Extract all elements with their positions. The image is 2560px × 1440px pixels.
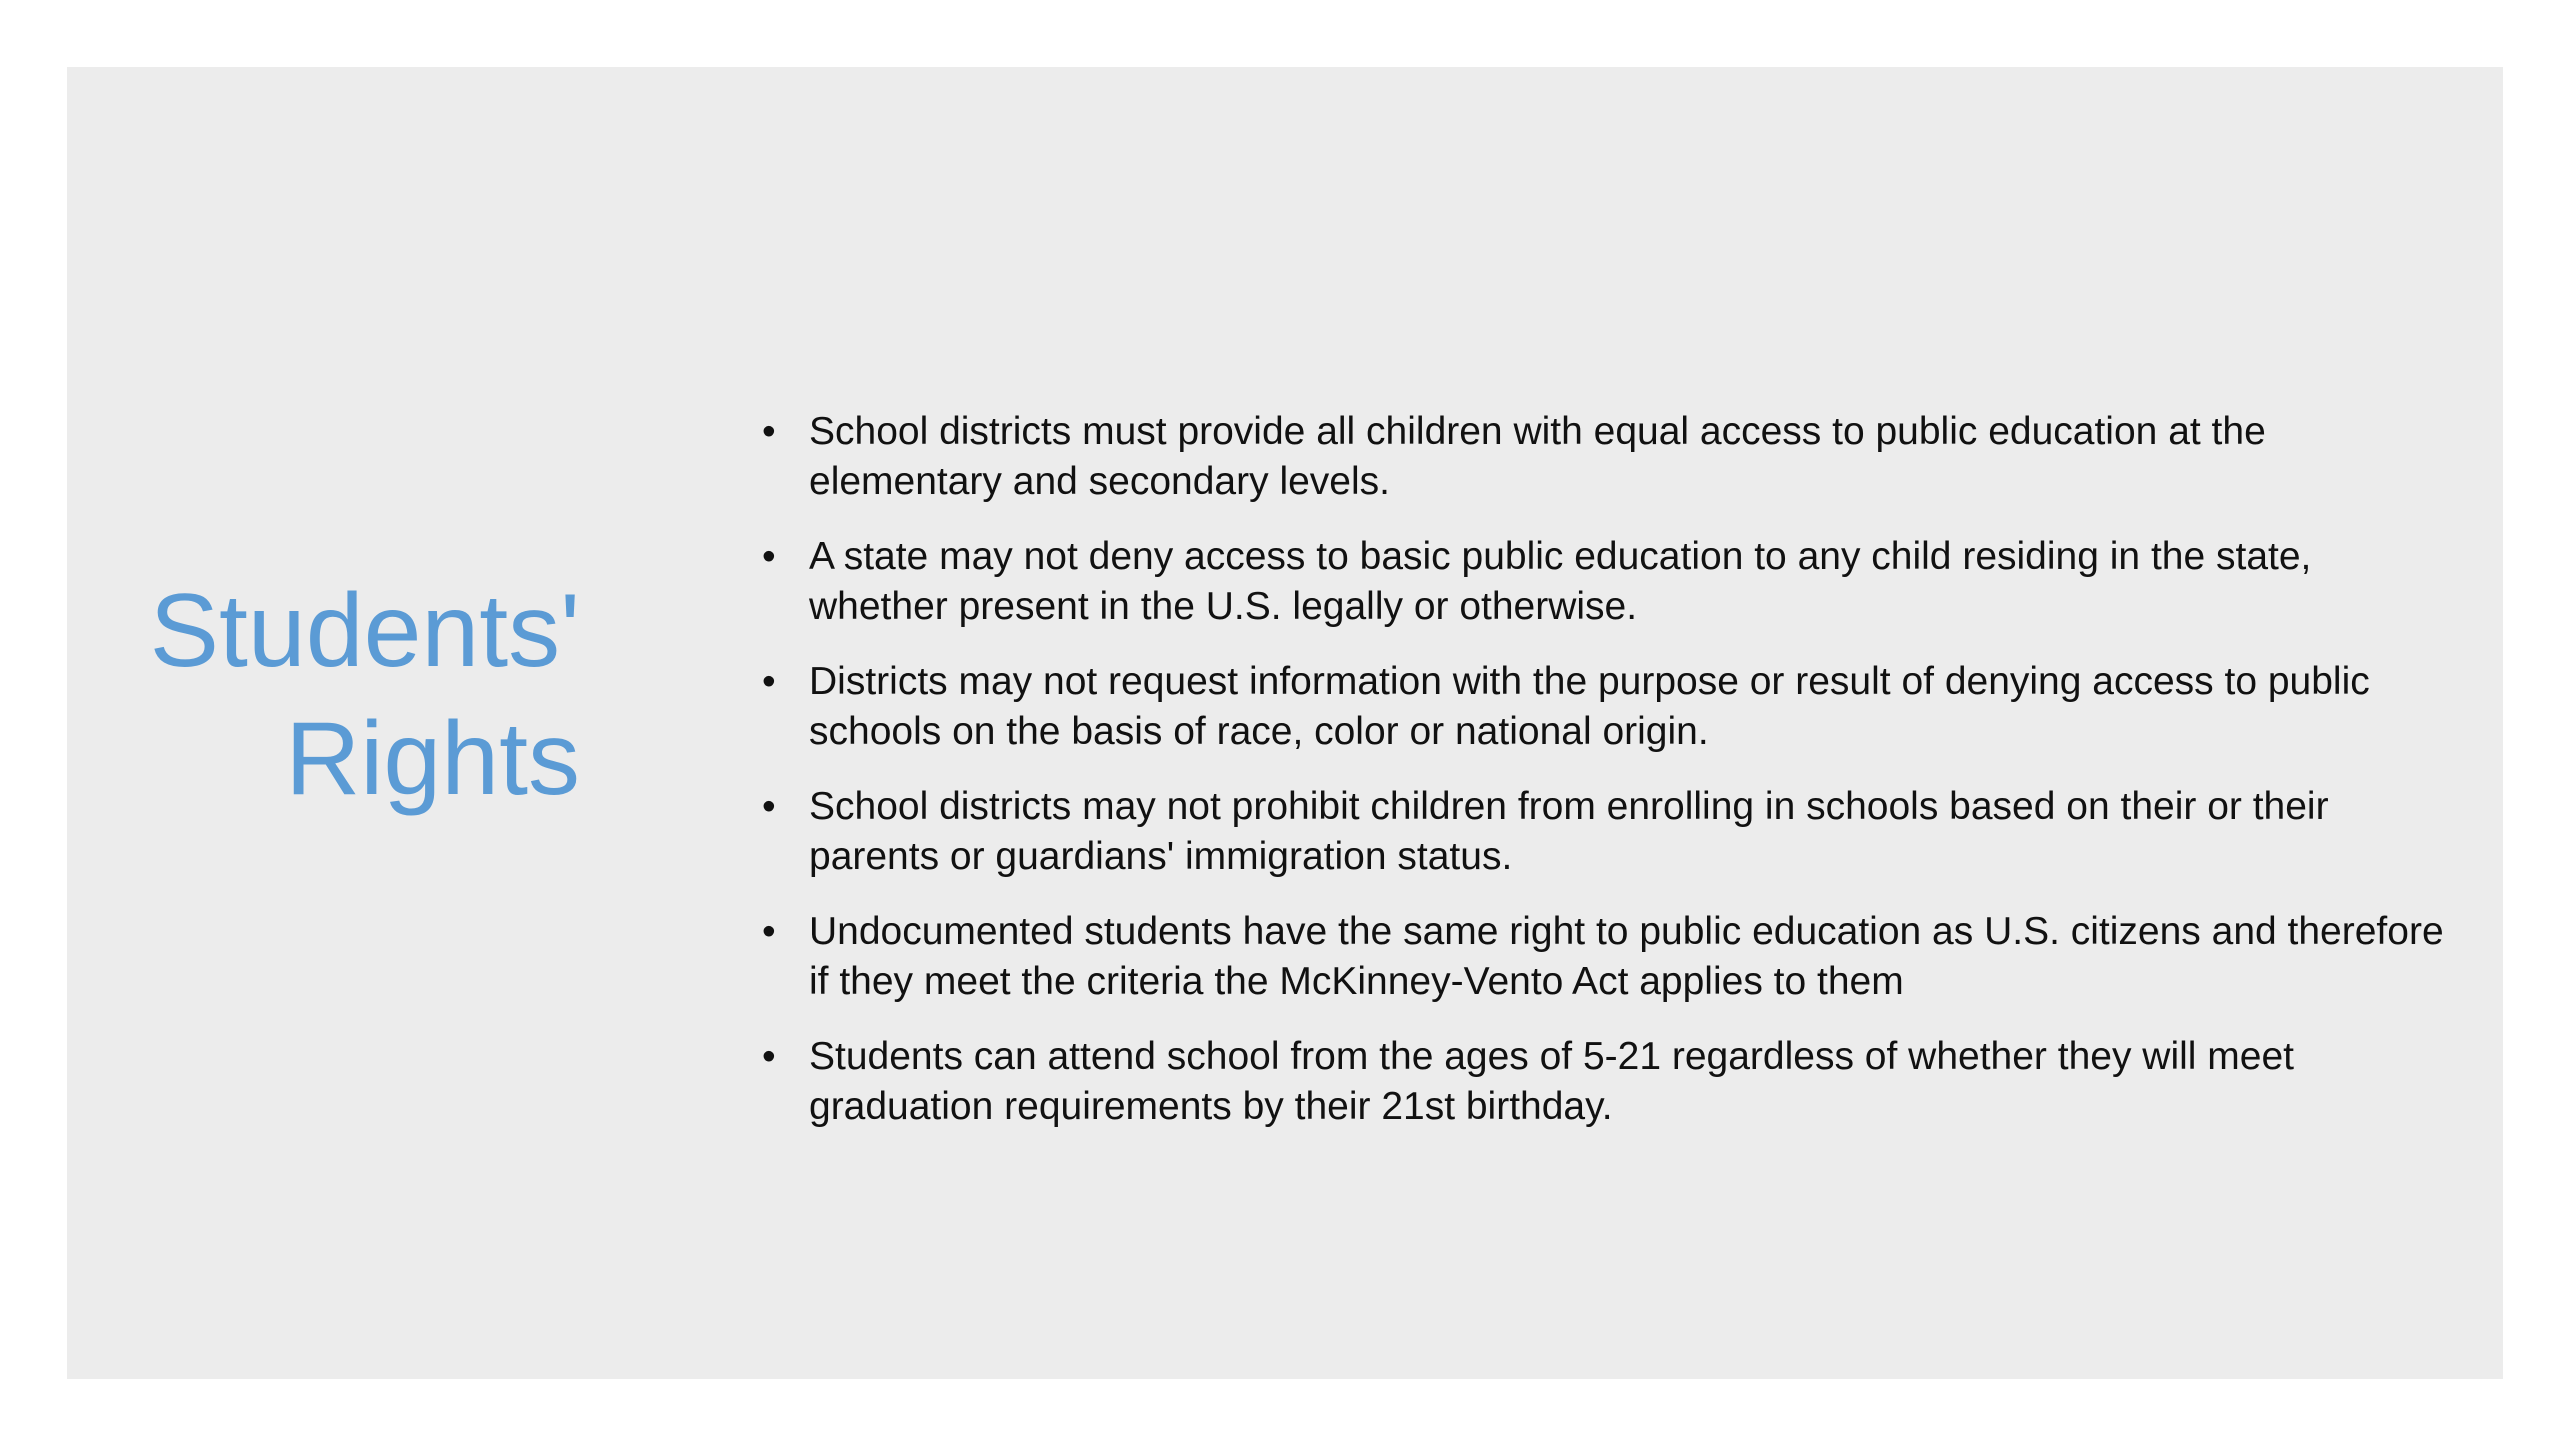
bullet-text: School districts must provide all children with equal access to public education at the elementary and secondary levels. <box>809 410 2266 503</box>
bullet-item <box>757 657 2457 757</box>
slide-title-line-2: Rights <box>285 701 580 817</box>
bullet-text: Districts may not request information with the purpose or result of denying access to public schools on the basis of race, color or national origin. <box>809 660 2370 753</box>
bullet-item <box>757 907 2457 1007</box>
bullet-item <box>757 1032 2457 1132</box>
bullet-dot-icon: • <box>762 660 776 703</box>
bullet-text: School districts may not prohibit children from enrolling in schools based on their or their parents or guardians' immigration status. <box>809 785 2329 878</box>
bullet-dot-icon: • <box>762 535 776 578</box>
bullet-item <box>757 407 2457 507</box>
bullet-text: A state may not deny access to basic public education to any child residing in the state, whether present in the U.S. legally or otherwise. <box>809 535 2312 628</box>
bullet-item <box>757 782 2457 882</box>
slide <box>67 67 2503 1379</box>
slide-title <box>80 567 580 823</box>
bullet-dot-icon: • <box>762 410 776 453</box>
slide-title-line-1: Students' <box>149 573 580 689</box>
bullet-list <box>757 407 2457 1157</box>
bullet-text: Students can attend school from the ages of 5-21 regardless of whether they will meet graduation requirements by their 21st birthday. <box>809 1035 2294 1128</box>
bullet-text: Undocumented students have the same right to public education as U.S. citizens and therefore if they meet the criteria the McKinney-Vento Act applies to them <box>809 910 2444 1003</box>
bullet-item <box>757 532 2457 632</box>
bullet-dot-icon: • <box>762 910 776 953</box>
bullet-dot-icon: • <box>762 1035 776 1078</box>
bullet-dot-icon: • <box>762 785 776 828</box>
